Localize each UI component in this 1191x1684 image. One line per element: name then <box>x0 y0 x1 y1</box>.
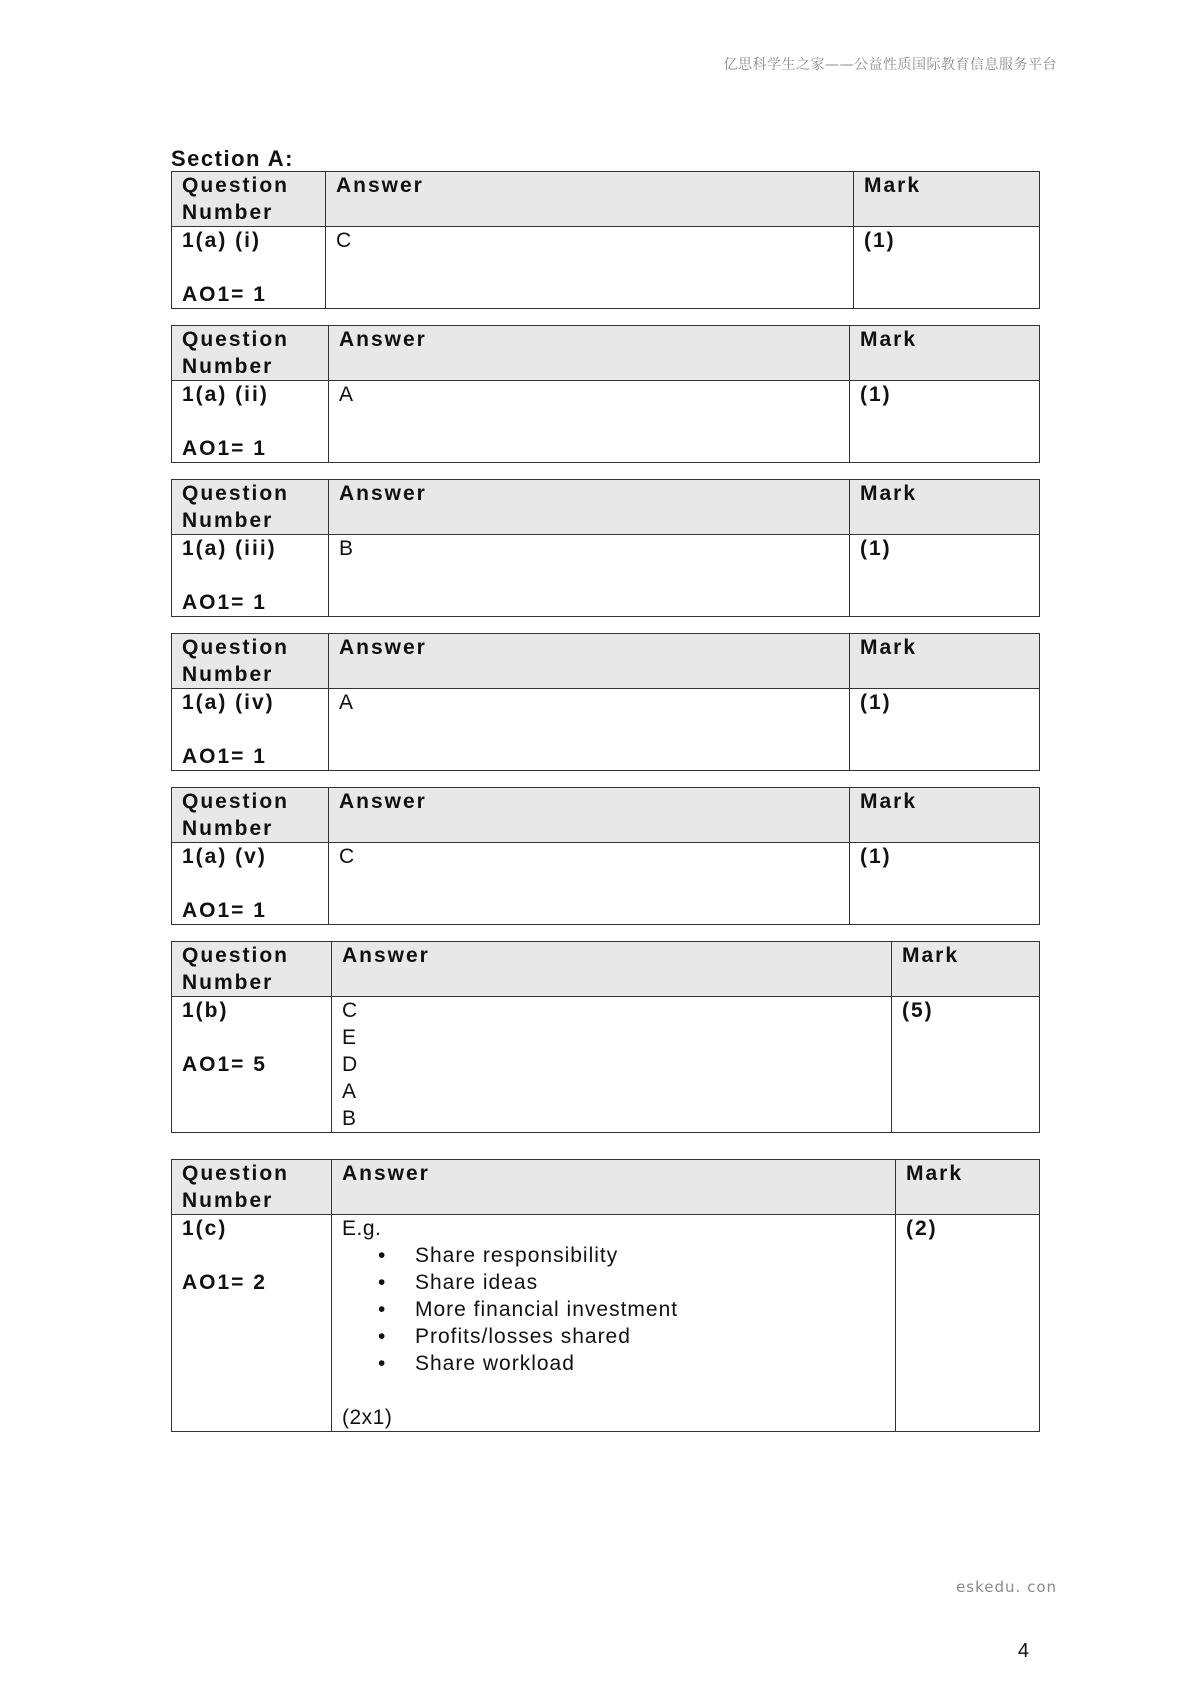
question-number: 1(c) <box>182 1217 228 1240</box>
header-number: Number <box>182 971 274 994</box>
question-table-1a-v <box>171 787 1040 925</box>
bullet-icon: • <box>378 1271 387 1294</box>
mark-value: (1) <box>850 689 1040 771</box>
list-item <box>342 1296 895 1323</box>
answer-header: Answer <box>329 634 850 689</box>
bullet-icon: • <box>378 1325 387 1348</box>
table-header-row <box>172 788 1040 843</box>
question-table-1a-i <box>171 171 1040 309</box>
answer-value: A <box>339 383 354 406</box>
mark-value: (1) <box>854 227 1040 309</box>
question-number-cell <box>172 997 332 1133</box>
bullet-text: Share ideas <box>415 1271 539 1294</box>
question-table-1c <box>171 1159 1040 1432</box>
question-number-header <box>172 480 329 535</box>
bullet-text: Share responsibility <box>415 1244 619 1267</box>
list-item <box>342 1269 895 1296</box>
answer-header: Answer <box>332 942 892 997</box>
answer-header: Answer <box>329 788 850 843</box>
answer-value: C <box>336 229 352 252</box>
question-number-cell <box>172 535 329 617</box>
assessment-objective: AO1= 1 <box>182 283 267 306</box>
mark-value: (2) <box>896 1215 1040 1432</box>
table-header-row <box>172 1160 1040 1215</box>
question-number: 1(a) (ii) <box>182 383 269 406</box>
answer-cell <box>329 843 850 925</box>
answer-cell <box>329 381 850 463</box>
answer-cell <box>329 535 850 617</box>
page-number: 4 <box>1017 1640 1029 1662</box>
answer-intro: E.g. <box>342 1217 382 1240</box>
section-title: Section A: <box>171 146 294 171</box>
answer-value: B <box>342 1107 357 1130</box>
question-number: 1(a) (iii) <box>182 537 277 560</box>
header-number: Number <box>182 663 274 686</box>
footer-watermark: eskedu. con <box>956 1578 1057 1596</box>
bullet-icon: • <box>378 1244 387 1267</box>
answer-header: Answer <box>326 172 854 227</box>
answer-footer: (2x1) <box>342 1406 393 1429</box>
list-item <box>342 1323 895 1350</box>
question-number-cell <box>172 1215 332 1432</box>
bullet-text: Share workload <box>415 1352 575 1375</box>
header-watermark: 亿思科学生之家——公益性质国际教育信息服务平台 <box>723 57 1057 73</box>
table-row <box>172 227 1040 309</box>
question-number: 1(b) <box>182 999 229 1022</box>
answer-cell <box>332 1215 896 1432</box>
mark-value: (1) <box>850 535 1040 617</box>
answer-header: Answer <box>329 480 850 535</box>
answer-cell <box>326 227 854 309</box>
bullet-text: More financial investment <box>415 1298 679 1321</box>
question-table-1a-ii <box>171 325 1040 463</box>
question-number: 1(a) (iv) <box>182 691 275 714</box>
header-question: Question <box>182 482 290 505</box>
question-number-header <box>172 326 329 381</box>
assessment-objective: AO1= 1 <box>182 591 267 614</box>
list-item <box>342 1242 895 1269</box>
table-row <box>172 997 1040 1133</box>
mark-header: Mark <box>850 634 1040 689</box>
question-number-header <box>172 788 329 843</box>
mark-header: Mark <box>892 942 1040 997</box>
answer-value: C <box>342 999 358 1022</box>
assessment-objective: AO1= 1 <box>182 745 267 768</box>
answer-value: D <box>342 1053 358 1076</box>
header-question: Question <box>182 1162 290 1185</box>
answer-bullet-list <box>342 1242 895 1377</box>
table-header-row <box>172 172 1040 227</box>
header-question: Question <box>182 174 290 197</box>
table-row <box>172 535 1040 617</box>
mark-value: (1) <box>850 381 1040 463</box>
header-number: Number <box>182 1189 274 1212</box>
question-number-cell <box>172 689 329 771</box>
mark-value: (1) <box>850 843 1040 925</box>
header-question: Question <box>182 636 290 659</box>
mark-header: Mark <box>850 326 1040 381</box>
bullet-icon: • <box>378 1298 387 1321</box>
table-header-row <box>172 942 1040 997</box>
answer-value: C <box>339 845 355 868</box>
question-number-header <box>172 942 332 997</box>
question-number-header <box>172 1160 332 1215</box>
question-number: 1(a) (i) <box>182 229 261 252</box>
question-number-cell <box>172 381 329 463</box>
answer-value: A <box>342 1080 357 1103</box>
answer-header: Answer <box>332 1160 896 1215</box>
assessment-objective: AO1= 5 <box>182 1053 267 1076</box>
assessment-objective: AO1= 1 <box>182 437 267 460</box>
answer-cell <box>329 689 850 771</box>
table-row <box>172 689 1040 771</box>
mark-header: Mark <box>896 1160 1040 1215</box>
header-question: Question <box>182 790 290 813</box>
header-question: Question <box>182 944 290 967</box>
answer-header: Answer <box>329 326 850 381</box>
mark-value: (5) <box>892 997 1040 1133</box>
answer-value: E <box>342 1026 357 1049</box>
answer-value: B <box>339 537 354 560</box>
header-number: Number <box>182 355 274 378</box>
answer-value: A <box>339 691 354 714</box>
question-table-1a-iv <box>171 633 1040 771</box>
bullet-text: Profits/losses shared <box>415 1325 631 1348</box>
bullet-icon: • <box>378 1352 387 1375</box>
assessment-objective: AO1= 2 <box>182 1271 267 1294</box>
answer-cell <box>332 997 892 1133</box>
table-row <box>172 843 1040 925</box>
header-number: Number <box>182 509 274 532</box>
assessment-objective: AO1= 1 <box>182 899 267 922</box>
question-table-1a-iii <box>171 479 1040 617</box>
header-number: Number <box>182 817 274 840</box>
header-number: Number <box>182 201 274 224</box>
question-number: 1(a) (v) <box>182 845 267 868</box>
question-number-cell <box>172 227 326 309</box>
header-question: Question <box>182 328 290 351</box>
list-item <box>342 1350 895 1377</box>
table-header-row <box>172 326 1040 381</box>
question-number-header <box>172 634 329 689</box>
table-row <box>172 381 1040 463</box>
table-header-row <box>172 634 1040 689</box>
question-number-cell <box>172 843 329 925</box>
mark-header: Mark <box>850 480 1040 535</box>
table-header-row <box>172 480 1040 535</box>
mark-header: Mark <box>850 788 1040 843</box>
question-table-1b <box>171 941 1040 1133</box>
question-number-header <box>172 172 326 227</box>
table-row <box>172 1215 1040 1432</box>
mark-header: Mark <box>854 172 1040 227</box>
